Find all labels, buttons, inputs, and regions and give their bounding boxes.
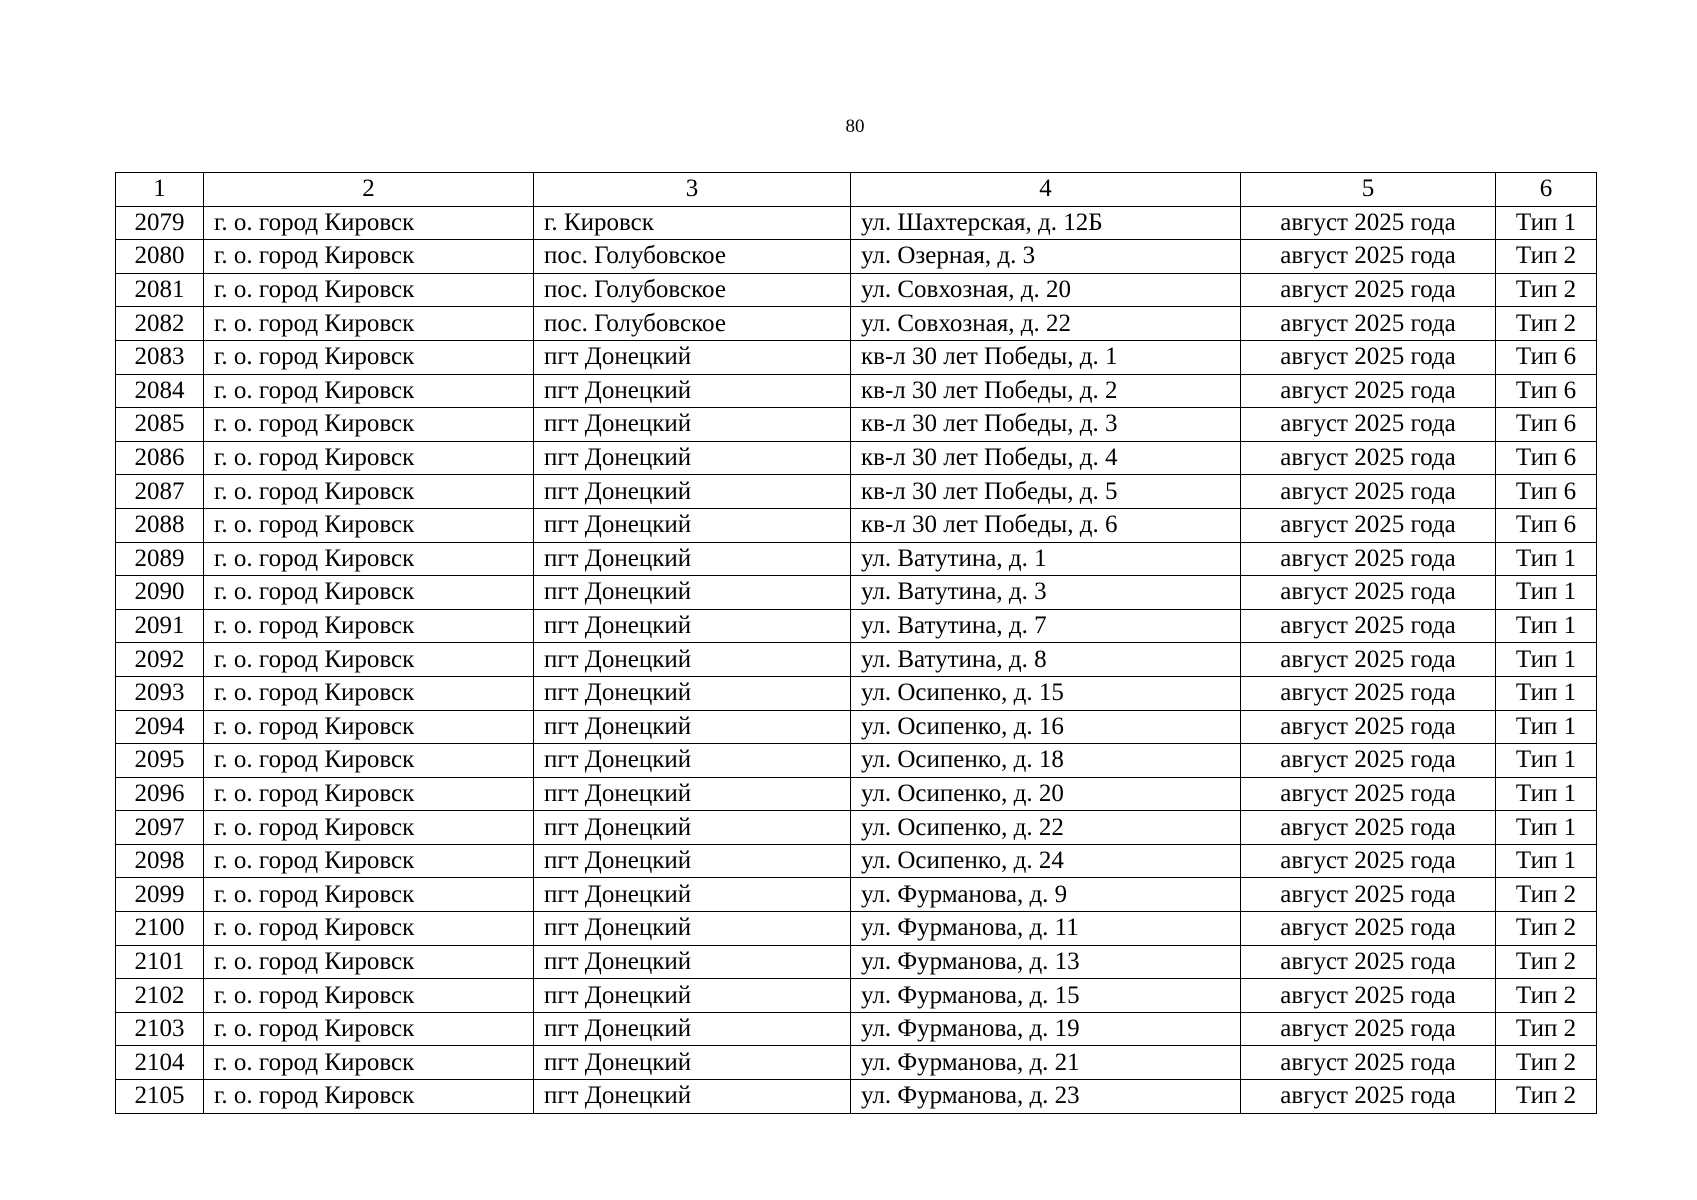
header-col-1: 1 (116, 173, 204, 207)
table-body (116, 206, 1597, 1113)
cell-address: ул. Фурманова, д. 13 (851, 945, 1241, 979)
cell-row-number: 2102 (116, 979, 204, 1013)
cell-row-number: 2086 (116, 441, 204, 475)
table-row (116, 240, 1597, 274)
table-row (116, 676, 1597, 710)
cell-date: август 2025 года (1241, 273, 1496, 307)
table-row (116, 206, 1597, 240)
cell-date: август 2025 года (1241, 643, 1496, 677)
cell-date: август 2025 года (1241, 609, 1496, 643)
table-row (116, 408, 1597, 442)
cell-date: август 2025 года (1241, 508, 1496, 542)
cell-municipality: г. о. город Кировск (204, 878, 534, 912)
cell-municipality: г. о. город Кировск (204, 475, 534, 509)
cell-type: Тип 1 (1496, 643, 1597, 677)
cell-type: Тип 1 (1496, 777, 1597, 811)
cell-row-number: 2092 (116, 643, 204, 677)
cell-type: Тип 2 (1496, 945, 1597, 979)
cell-row-number: 2099 (116, 878, 204, 912)
cell-date: август 2025 года (1241, 576, 1496, 610)
cell-row-number: 2080 (116, 240, 204, 274)
table-row (116, 475, 1597, 509)
cell-municipality: г. о. город Кировск (204, 777, 534, 811)
cell-date: август 2025 года (1241, 542, 1496, 576)
cell-row-number: 2105 (116, 1080, 204, 1114)
cell-settlement: пгт Донецкий (534, 777, 851, 811)
cell-row-number: 2095 (116, 744, 204, 778)
cell-row-number: 2090 (116, 576, 204, 610)
cell-settlement: пгт Донецкий (534, 878, 851, 912)
table-row (116, 744, 1597, 778)
cell-date: август 2025 года (1241, 844, 1496, 878)
cell-address: ул. Осипенко, д. 22 (851, 811, 1241, 845)
cell-settlement: пгт Донецкий (534, 1080, 851, 1114)
cell-settlement: пгт Донецкий (534, 508, 851, 542)
cell-municipality: г. о. город Кировск (204, 609, 534, 643)
cell-date: август 2025 года (1241, 777, 1496, 811)
cell-type: Тип 1 (1496, 710, 1597, 744)
cell-date: август 2025 года (1241, 676, 1496, 710)
cell-municipality: г. о. город Кировск (204, 979, 534, 1013)
cell-settlement: пос. Голубовское (534, 273, 851, 307)
cell-row-number: 2083 (116, 340, 204, 374)
cell-address: ул. Совхозная, д. 20 (851, 273, 1241, 307)
header-col-2: 2 (204, 173, 534, 207)
cell-date: август 2025 года (1241, 744, 1496, 778)
cell-municipality: г. о. город Кировск (204, 508, 534, 542)
cell-municipality: г. о. город Кировск (204, 912, 534, 946)
cell-municipality: г. о. город Кировск (204, 206, 534, 240)
table-row (116, 609, 1597, 643)
cell-date: август 2025 года (1241, 811, 1496, 845)
cell-address: кв-л 30 лет Победы, д. 1 (851, 340, 1241, 374)
cell-settlement: пгт Донецкий (534, 475, 851, 509)
cell-municipality: г. о. город Кировск (204, 676, 534, 710)
cell-settlement: пос. Голубовское (534, 240, 851, 274)
cell-municipality: г. о. город Кировск (204, 576, 534, 610)
cell-settlement: пгт Донецкий (534, 1046, 851, 1080)
cell-address: ул. Ватутина, д. 7 (851, 609, 1241, 643)
table-row (116, 878, 1597, 912)
cell-address: ул. Фурманова, д. 11 (851, 912, 1241, 946)
cell-address: ул. Озерная, д. 3 (851, 240, 1241, 274)
cell-municipality: г. о. город Кировск (204, 945, 534, 979)
cell-municipality: г. о. город Кировск (204, 408, 534, 442)
cell-date: август 2025 года (1241, 374, 1496, 408)
table-row (116, 508, 1597, 542)
cell-row-number: 2085 (116, 408, 204, 442)
cell-type: Тип 1 (1496, 676, 1597, 710)
table-row (116, 340, 1597, 374)
cell-settlement: пгт Донецкий (534, 340, 851, 374)
cell-row-number: 2081 (116, 273, 204, 307)
table-row (116, 1012, 1597, 1046)
cell-row-number: 2084 (116, 374, 204, 408)
cell-type: Тип 2 (1496, 1046, 1597, 1080)
table-row (116, 1080, 1597, 1114)
header-col-3: 3 (534, 173, 851, 207)
cell-row-number: 2089 (116, 542, 204, 576)
cell-row-number: 2082 (116, 307, 204, 341)
cell-date: август 2025 года (1241, 475, 1496, 509)
cell-address: ул. Осипенко, д. 20 (851, 777, 1241, 811)
cell-address: ул. Ватутина, д. 3 (851, 576, 1241, 610)
cell-address: ул. Шахтерская, д. 12Б (851, 206, 1241, 240)
cell-settlement: пгт Донецкий (534, 945, 851, 979)
cell-address: кв-л 30 лет Победы, д. 3 (851, 408, 1241, 442)
table-row (116, 273, 1597, 307)
cell-row-number: 2097 (116, 811, 204, 845)
cell-row-number: 2094 (116, 710, 204, 744)
cell-address: ул. Ватутина, д. 8 (851, 643, 1241, 677)
cell-date: август 2025 года (1241, 1046, 1496, 1080)
cell-type: Тип 6 (1496, 475, 1597, 509)
cell-type: Тип 1 (1496, 609, 1597, 643)
cell-row-number: 2088 (116, 508, 204, 542)
cell-settlement: пгт Донецкий (534, 811, 851, 845)
cell-type: Тип 1 (1496, 206, 1597, 240)
cell-date: август 2025 года (1241, 912, 1496, 946)
table-row (116, 844, 1597, 878)
cell-address: ул. Фурманова, д. 21 (851, 1046, 1241, 1080)
cell-settlement: пгт Донецкий (534, 744, 851, 778)
table-row (116, 811, 1597, 845)
cell-municipality: г. о. город Кировск (204, 1080, 534, 1114)
cell-municipality: г. о. город Кировск (204, 1046, 534, 1080)
cell-settlement: пгт Донецкий (534, 542, 851, 576)
table-row (116, 441, 1597, 475)
table-row (116, 374, 1597, 408)
cell-settlement: г. Кировск (534, 206, 851, 240)
cell-address: ул. Фурманова, д. 23 (851, 1080, 1241, 1114)
table-row (116, 912, 1597, 946)
cell-settlement: пгт Донецкий (534, 609, 851, 643)
cell-settlement: пгт Донецкий (534, 408, 851, 442)
header-col-6: 6 (1496, 173, 1597, 207)
header-col-5: 5 (1241, 173, 1496, 207)
cell-municipality: г. о. город Кировск (204, 374, 534, 408)
cell-address: ул. Осипенко, д. 24 (851, 844, 1241, 878)
cell-type: Тип 2 (1496, 273, 1597, 307)
cell-row-number: 2096 (116, 777, 204, 811)
cell-settlement: пгт Донецкий (534, 643, 851, 677)
cell-date: август 2025 года (1241, 340, 1496, 374)
cell-municipality: г. о. город Кировск (204, 441, 534, 475)
cell-row-number: 2079 (116, 206, 204, 240)
cell-settlement: пгт Донецкий (534, 441, 851, 475)
cell-date: август 2025 года (1241, 240, 1496, 274)
cell-date: август 2025 года (1241, 945, 1496, 979)
cell-date: август 2025 года (1241, 408, 1496, 442)
cell-settlement: пгт Донецкий (534, 374, 851, 408)
cell-municipality: г. о. город Кировск (204, 744, 534, 778)
cell-settlement: пгт Донецкий (534, 844, 851, 878)
cell-municipality: г. о. город Кировск (204, 542, 534, 576)
table-row (116, 1046, 1597, 1080)
cell-municipality: г. о. город Кировск (204, 643, 534, 677)
cell-date: август 2025 года (1241, 878, 1496, 912)
cell-row-number: 2098 (116, 844, 204, 878)
cell-address: ул. Фурманова, д. 15 (851, 979, 1241, 1013)
cell-municipality: г. о. город Кировск (204, 307, 534, 341)
cell-date: август 2025 года (1241, 441, 1496, 475)
cell-type: Тип 2 (1496, 307, 1597, 341)
cell-row-number: 2100 (116, 912, 204, 946)
cell-settlement: пгт Донецкий (534, 912, 851, 946)
cell-type: Тип 6 (1496, 441, 1597, 475)
table-row (116, 643, 1597, 677)
cell-settlement: пгт Донецкий (534, 710, 851, 744)
cell-date: август 2025 года (1241, 1080, 1496, 1114)
table-header-row (116, 173, 1597, 207)
cell-date: август 2025 года (1241, 307, 1496, 341)
table-row (116, 542, 1597, 576)
cell-date: август 2025 года (1241, 979, 1496, 1013)
cell-row-number: 2093 (116, 676, 204, 710)
cell-address: кв-л 30 лет Победы, д. 6 (851, 508, 1241, 542)
cell-address: ул. Осипенко, д. 15 (851, 676, 1241, 710)
cell-type: Тип 1 (1496, 744, 1597, 778)
cell-date: август 2025 года (1241, 710, 1496, 744)
cell-type: Тип 6 (1496, 340, 1597, 374)
cell-type: Тип 6 (1496, 508, 1597, 542)
cell-date: август 2025 года (1241, 1012, 1496, 1046)
header-col-4: 4 (851, 173, 1241, 207)
cell-type: Тип 2 (1496, 240, 1597, 274)
cell-settlement: пгт Донецкий (534, 1012, 851, 1046)
cell-type: Тип 1 (1496, 576, 1597, 610)
cell-address: кв-л 30 лет Победы, д. 4 (851, 441, 1241, 475)
cell-row-number: 2101 (116, 945, 204, 979)
cell-municipality: г. о. город Кировск (204, 273, 534, 307)
cell-address: кв-л 30 лет Победы, д. 5 (851, 475, 1241, 509)
cell-type: Тип 2 (1496, 912, 1597, 946)
page-number: 80 (845, 116, 865, 137)
cell-address: ул. Осипенко, д. 16 (851, 710, 1241, 744)
cell-municipality: г. о. город Кировск (204, 240, 534, 274)
data-table (115, 172, 1597, 1114)
cell-type: Тип 2 (1496, 979, 1597, 1013)
table-row (116, 979, 1597, 1013)
table-row (116, 945, 1597, 979)
cell-type: Тип 2 (1496, 1012, 1597, 1046)
cell-type: Тип 2 (1496, 878, 1597, 912)
table-row (116, 710, 1597, 744)
cell-type: Тип 2 (1496, 1080, 1597, 1114)
cell-type: Тип 1 (1496, 811, 1597, 845)
cell-address: ул. Фурманова, д. 9 (851, 878, 1241, 912)
cell-row-number: 2103 (116, 1012, 204, 1046)
cell-type: Тип 6 (1496, 374, 1597, 408)
cell-settlement: пгт Донецкий (534, 979, 851, 1013)
cell-date: август 2025 года (1241, 206, 1496, 240)
cell-type: Тип 1 (1496, 542, 1597, 576)
cell-settlement: пгт Донецкий (534, 676, 851, 710)
cell-municipality: г. о. город Кировск (204, 340, 534, 374)
cell-municipality: г. о. город Кировск (204, 844, 534, 878)
cell-municipality: г. о. город Кировск (204, 1012, 534, 1046)
cell-row-number: 2087 (116, 475, 204, 509)
table-row (116, 777, 1597, 811)
cell-type: Тип 1 (1496, 844, 1597, 878)
cell-municipality: г. о. город Кировск (204, 811, 534, 845)
cell-address: ул. Фурманова, д. 19 (851, 1012, 1241, 1046)
cell-municipality: г. о. город Кировск (204, 710, 534, 744)
cell-address: ул. Ватутина, д. 1 (851, 542, 1241, 576)
cell-settlement: пос. Голубовское (534, 307, 851, 341)
cell-row-number: 2104 (116, 1046, 204, 1080)
cell-address: ул. Совхозная, д. 22 (851, 307, 1241, 341)
cell-address: ул. Осипенко, д. 18 (851, 744, 1241, 778)
cell-type: Тип 6 (1496, 408, 1597, 442)
cell-settlement: пгт Донецкий (534, 576, 851, 610)
cell-address: кв-л 30 лет Победы, д. 2 (851, 374, 1241, 408)
cell-row-number: 2091 (116, 609, 204, 643)
table-row (116, 307, 1597, 341)
table-row (116, 576, 1597, 610)
